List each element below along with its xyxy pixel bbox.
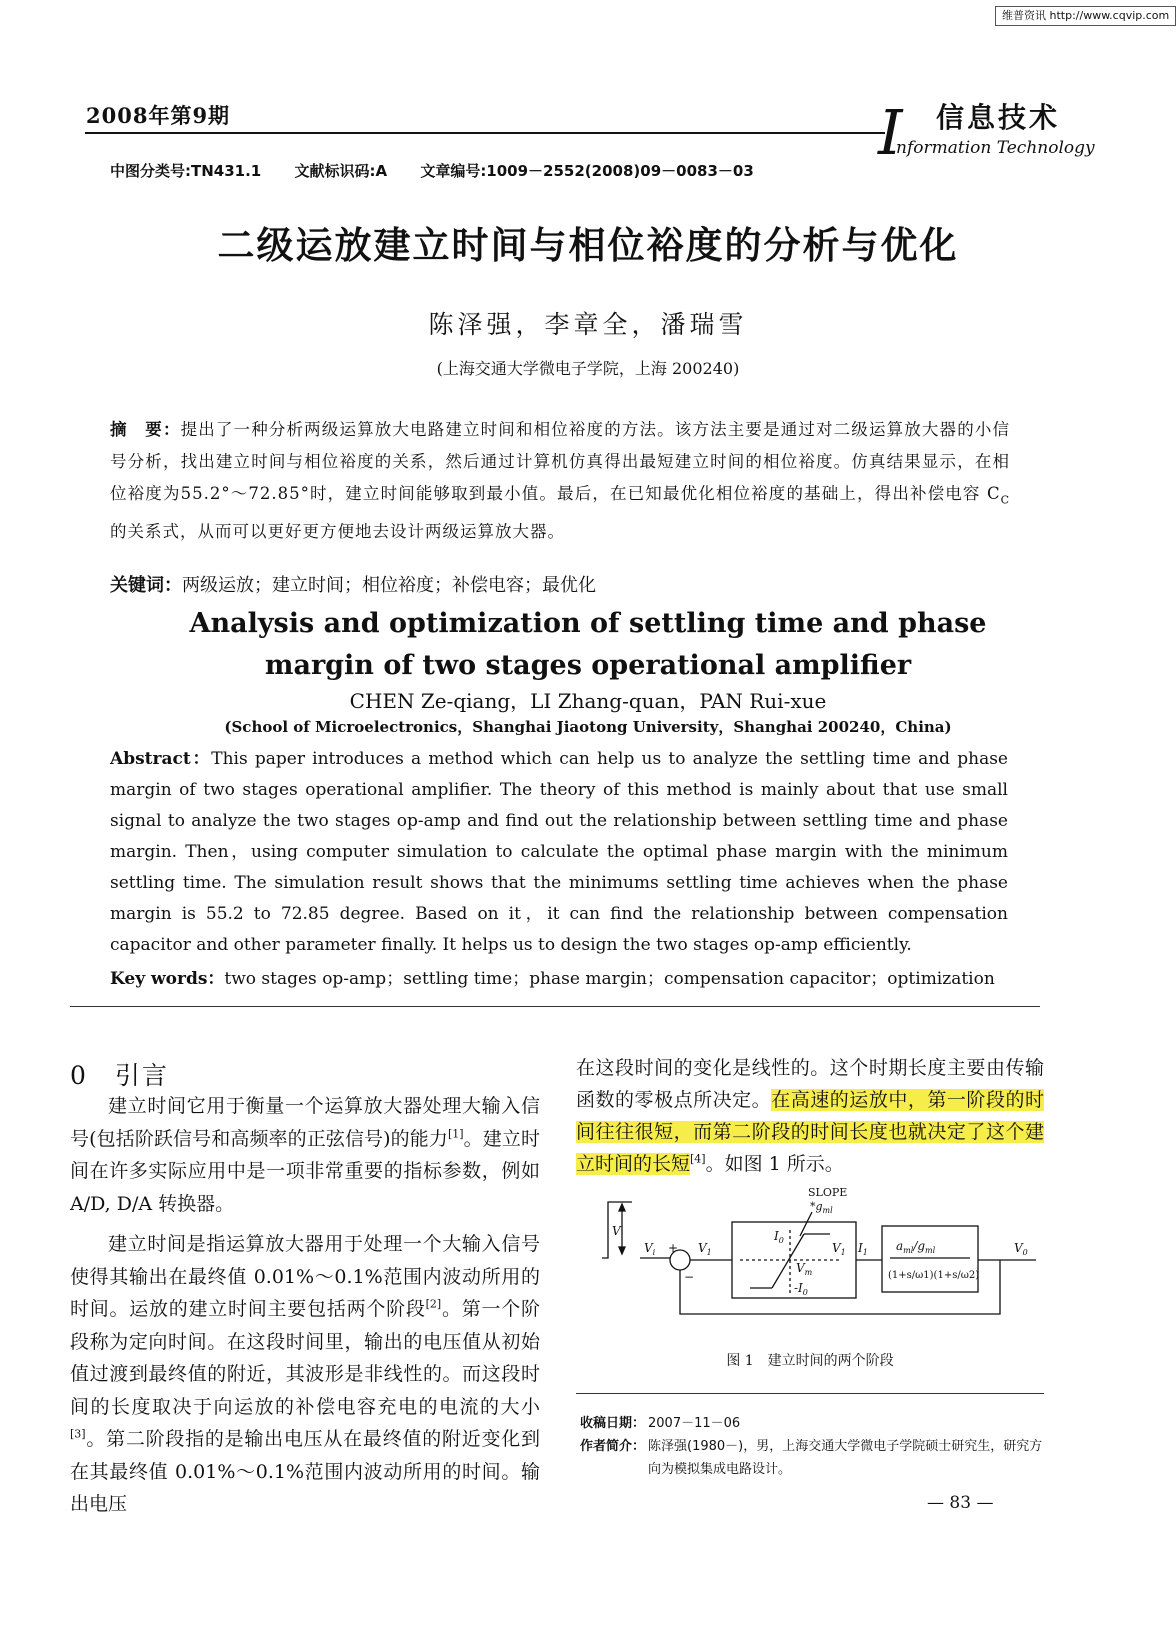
page-number: — 83 — (927, 1493, 994, 1513)
author-bio-text: 陈泽强(1980－)，男，上海交通大学微电子学院硕士研究生，研究方向为模拟集成电路设计。 (648, 1439, 1043, 1477)
paragraph-1 (70, 1090, 540, 1220)
journal-logo-initial: I (878, 96, 903, 169)
citation-2: [2] (425, 1297, 442, 1311)
received-date: 2007－11－06 (648, 1416, 741, 1431)
abstract-cn-text2: 的关系式，从而可以更好更方便地去设计两级运算放大器。 (110, 522, 565, 542)
slope-label: SLOPE (808, 1186, 848, 1199)
keywords-cn (110, 571, 1010, 597)
watermark: 维普资讯 http://www.cqvip.com (995, 6, 1176, 26)
received-row (580, 1412, 1046, 1435)
section-heading: 0 引言 (70, 1061, 169, 1090)
title-en-line2: margin of two stages operational amplifier (264, 650, 912, 681)
step-label: V (612, 1224, 621, 1238)
abstract-cn-sub: C (1000, 493, 1010, 507)
header-rule (85, 132, 885, 134)
authors-cn: 陈泽强，李章全，潘瑞雪 (428, 310, 748, 339)
keywords-cn-text: 两级运放；建立时间；相位裕度；补偿电容；最优化 (182, 575, 596, 596)
step-arrow-head-up (619, 1204, 625, 1211)
affiliation-en: (School of Microelectronics，Shanghai Jiaotong University，Shanghai 200240，China) (224, 718, 952, 736)
i0-label: $I_0$ (774, 1229, 784, 1245)
abstract-cn-label: 摘 要： (110, 420, 181, 439)
issue-label: 2008年第9期 (86, 103, 231, 128)
abstract-cn-text: 提出了一种分析两级运算放大电路建立时间和相位裕度的方法。该方法主要是通过对二级运算放大器的小信号分析，找出建立时间与相位裕度的关系，然后通过计算机仿真得出最短建立时间的相位裕度。仿真结果显示，在相位裕度为55.2°～72.85°时，建立时间能够取到最小值。最后，在已知最优化相位裕度的基础上，得出补偿电容 C (110, 420, 1011, 503)
p1-text-b: 。建立时间在许多实际应用中是一项非常重要的指标参数，例如 A/D, D/A 转换器。 (70, 1127, 540, 1215)
i1-label: $I_1$ (858, 1241, 868, 1257)
author-bio-label: 作者简介： (580, 1439, 646, 1454)
footnote-meta (580, 1412, 1046, 1481)
authors-en: CHEN Ze-qiang，LI Zhang-quan，PAN Rui-xue (349, 689, 827, 713)
p2-text-c: 。第二阶段指的是输出电压从在最终值的附近变化到在其最终值 0.01%～0.1%范围内波动所用的时间。输出电压 (70, 1428, 540, 1515)
figure-caption: 图 1 建立时间的两个阶段 (726, 1353, 894, 1369)
keywords-en (110, 964, 1010, 989)
right-text-a: 在这段时间的变化是线性的。这个时期长度主要由传输函数的零极点所决定。 (576, 1057, 1044, 1111)
classification-line (110, 160, 782, 181)
gml-label: $*g_{ml}$ (810, 1200, 833, 1215)
summing-junction (670, 1250, 690, 1270)
body-right-column (576, 1052, 1044, 1180)
title-cn: 二级运放建立时间与相位裕度的分析与优化 (217, 224, 959, 267)
body-left-column (70, 1090, 540, 1521)
keywords-en-text: two stages op-amp；settling time；phase margin；compensation capacitor；optimization (224, 969, 995, 989)
citation-3: [3] (70, 1427, 86, 1441)
title-en-line1: Analysis and optimization of settling time and phase (189, 608, 987, 639)
plus-sign: + (668, 1241, 679, 1255)
v1-right-label: $V_1$ (832, 1241, 846, 1257)
minus-sign: − (684, 1270, 695, 1284)
step-arrow-head-down (619, 1247, 625, 1254)
article-number: 文章编号:1009－2552(2008)09－0083－03 (420, 162, 754, 180)
p1-text-a: 建立时间它用于衡量一个运算放大器处理大输入信号(包括阶跃信号和高频率的正弦信号)的能力 (70, 1095, 540, 1150)
vo-label: $V_0$ (1014, 1241, 1028, 1257)
abstract-cn (110, 414, 1010, 548)
citation-4: [4] (690, 1152, 706, 1166)
author-bio-row (580, 1435, 1046, 1481)
affiliation-cn: (上海交通大学微电子学院，上海 200240) (436, 359, 740, 378)
journal-logo-cn: 信息技术 (936, 101, 1061, 134)
footnote-rule (576, 1393, 1044, 1394)
highlighted-text: 在高速的运放中，第一阶段的时间往往很短，而第二阶段的时间长度也就决定了这个建立时间的长短 (576, 1089, 1044, 1175)
figure-1-diagram (600, 1180, 1040, 1330)
tf-denominator: (1+s/ω1)(1+s/ω2) (888, 1270, 980, 1281)
journal-logo-en: nformation Technology (896, 138, 1095, 158)
neg-i0-label: $-I_0$ (794, 1281, 808, 1297)
paragraph-2 (70, 1228, 540, 1521)
doc-code: 文献标识码:A (294, 162, 388, 180)
abstract-en-label: Abstract： (110, 749, 212, 769)
v1-label: $V_1$ (698, 1241, 712, 1257)
right-text-b: 。如图 1 所示。 (705, 1153, 844, 1175)
tf-numerator: $a_{ml}/g_{ml}$ (896, 1239, 936, 1255)
vm-label: $V_m$ (796, 1261, 813, 1277)
citation-1: [1] (447, 1127, 464, 1141)
p2-text-a: 建立时间是指运算放大器用于处理一个大输入信号使得其输出在最终值 0.01%～0.1%范围内波动所用的时间。运放的建立时间主要包括两个阶段 (70, 1233, 540, 1320)
p2-text-b: 。第一个阶段称为定向时间。在这段时间里，输出的电压值从初始值过渡到最终值的附近，其波形是非线性的。而这段时间的长度取决于向运放的补偿电容充电的电流的大小 (70, 1298, 540, 1418)
keywords-cn-label: 关键词： (110, 575, 182, 596)
abstract-en-text: This paper introduces a method which can help us to analyze the settling time and phase margin of two stages operational amplifier. The theory of this method is mainly about that use small signal to analyze the two stages op-amp and find out the relationship between settling time and phase margin. Then，using computer simulation to calculate the optimal phase margin with the minimum settling time. The simulation result shows that the minimums settling time achieves when the phase margin is 55.2 to 72.85 degree. Based on it，it can find the relationship between compensation capacitor and other parameter finally. It helps us to design the two stages op-amp efficiently. (110, 749, 1008, 955)
keywords-en-label: Key words： (110, 969, 225, 989)
slope-pointer (800, 1212, 812, 1236)
received-label: 收稿日期： (580, 1416, 646, 1431)
feedback-path (680, 1260, 1000, 1314)
clc-code: 中图分类号:TN431.1 (110, 162, 262, 180)
abstract-en (110, 744, 1008, 961)
vi-label: $V_i$ (644, 1241, 656, 1257)
section-divider (70, 1006, 1040, 1007)
title-en (0, 603, 1176, 687)
transfer-function-block (882, 1226, 978, 1292)
